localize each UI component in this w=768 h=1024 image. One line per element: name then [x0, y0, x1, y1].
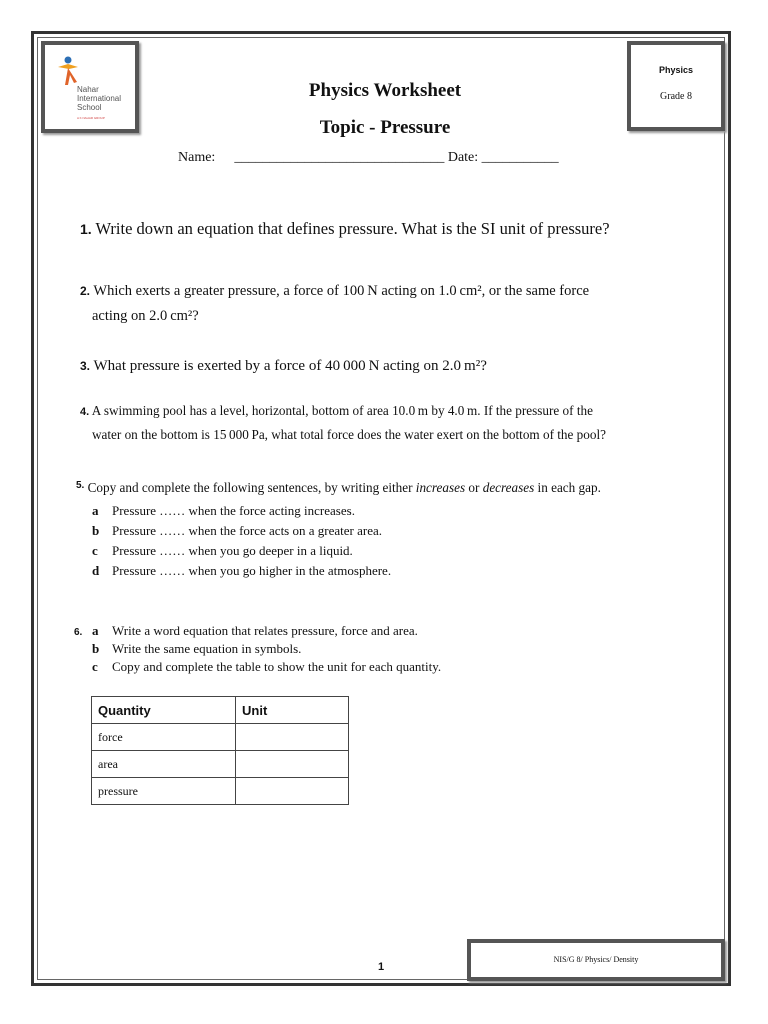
table-cell-quantity: force — [92, 724, 236, 751]
question-1 — [80, 219, 610, 239]
name-date-line — [178, 150, 559, 166]
question-number: 2. — [80, 284, 91, 298]
logo-name-line1: Nahar — [77, 85, 99, 94]
question-number: 4. — [80, 406, 90, 418]
table-row — [92, 751, 349, 778]
question-5 — [76, 480, 601, 496]
grade-label: Grade 8 — [660, 91, 692, 102]
table-header-row — [92, 697, 349, 724]
question-text: Write down an equation that defines pressure. What is the SI unit of pressure? — [95, 219, 610, 238]
question-4-line2: water on the bottom is 15 000 Pa, what total force does the water exert on the bottom of the pool? — [92, 427, 606, 442]
worksheet-topic: Topic - Pressure — [319, 117, 451, 138]
worksheet-title: Physics Worksheet — [308, 80, 462, 101]
question-text-line1: Which exerts a greater pressure, a force of 100 N acting on 1.0 cm², or the same force — [93, 283, 590, 299]
question-2 — [80, 283, 589, 300]
table-header-quantity: Quantity — [92, 697, 236, 724]
logo-figure-icon — [56, 55, 80, 87]
question-text-line1: A swimming pool has a level, horizontal, bottom of area 10.0 m by 4.0 m. If the pressure of the — [91, 403, 593, 418]
question-number: 6. — [74, 627, 83, 638]
name-label: Name: — [178, 150, 216, 165]
page-number: 1 — [378, 961, 385, 973]
table-cell-quantity: area — [92, 751, 236, 778]
question-4 — [80, 403, 593, 419]
logo-name-line3: School — [77, 103, 102, 112]
table-cell-unit[interactable] — [236, 724, 349, 751]
question-5b: b Pressure …… when the force acts on a greater area. — [92, 523, 382, 538]
table-row — [92, 724, 349, 751]
footer-reference: NIS/G 8/ Physics/ Density — [553, 955, 639, 964]
name-blank: ______________________________ — [234, 150, 445, 165]
subject-label: Physics — [658, 65, 694, 75]
question-number: 3. — [80, 359, 91, 373]
logo-tagline: A K NAHAR GROUP — [77, 116, 105, 120]
question-number: 1. — [80, 221, 92, 237]
question-6b: b Write the same equation in symbols. — [92, 641, 302, 656]
table-cell-quantity: pressure — [92, 778, 236, 805]
quantity-unit-table — [91, 696, 349, 805]
question-intro: Copy and complete the following sentences, by writing either increases or decreases in each gap. — [87, 480, 601, 495]
question-6a: 6. a Write a word equation that relates pressure, force and area. — [74, 623, 418, 638]
table-cell-unit[interactable] — [236, 751, 349, 778]
table-header-unit: Unit — [236, 697, 349, 724]
question-2-line2: acting on 2.0 cm²? — [92, 308, 199, 324]
question-3 — [80, 358, 487, 375]
date-label: Date: — [447, 150, 479, 165]
question-5c: c Pressure …… when you go deeper in a liquid. — [92, 543, 353, 558]
date-blank: ___________ — [481, 150, 559, 165]
subject-box — [627, 41, 725, 131]
logo-name-line2: International — [77, 94, 122, 103]
question-6c: c Copy and complete the table to show the unit for each quantity. — [92, 659, 442, 674]
school-logo — [41, 41, 139, 133]
question-text: What pressure is exerted by a force of 40 000 N acting on 2.0 m²? — [93, 358, 487, 374]
table-row — [92, 778, 349, 805]
table-cell-unit[interactable] — [236, 778, 349, 805]
question-number: 5. — [76, 480, 85, 491]
footer-reference-box — [467, 939, 725, 981]
question-5a: a Pressure …… when the force acting increases. — [92, 503, 355, 518]
question-5d: d Pressure …… when you go higher in the atmosphere. — [92, 563, 392, 578]
